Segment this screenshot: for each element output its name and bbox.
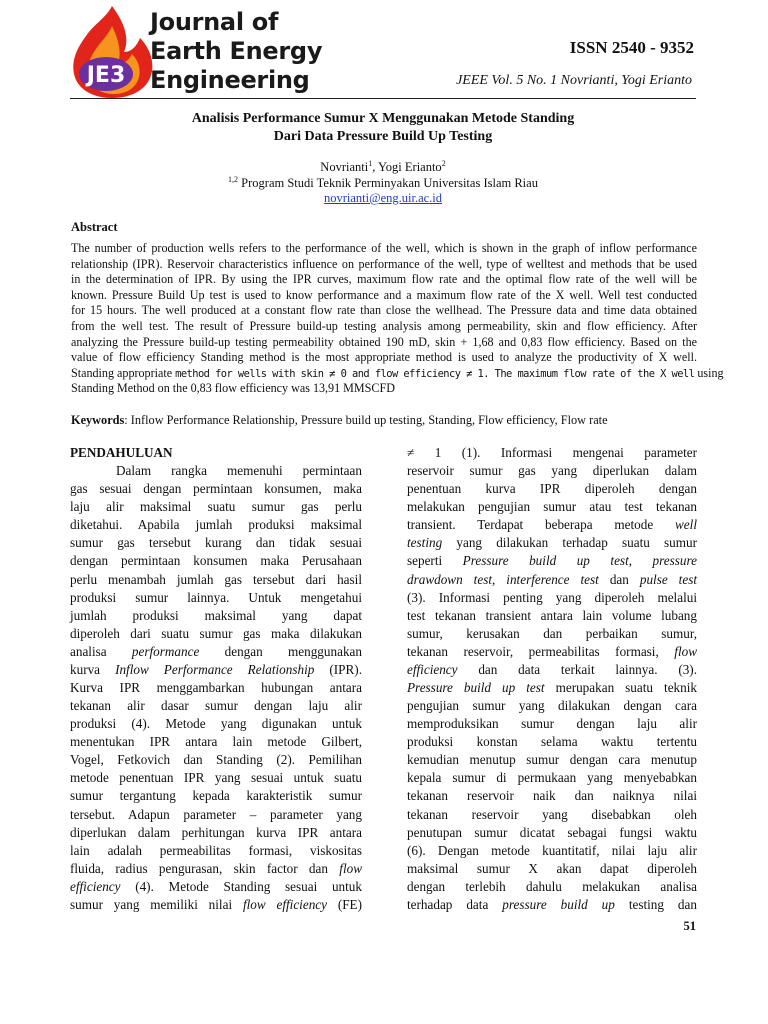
affiliation: [70, 175, 696, 191]
body-line: pengujian sumur yang dilakukan dengan cara: [407, 698, 697, 714]
italic-fragment: testing: [407, 535, 443, 551]
text-fragment: merupakan suatu teknik: [544, 680, 697, 696]
volume-line: JEEE Vol. 5 No. 1 Novrianti, Yogi Erianto: [456, 73, 692, 88]
body-line: menentukan IPR antara lain metode Gilbert,: [70, 734, 362, 750]
body-line: tersebut. Adapun parameter – parameter yang: [70, 806, 362, 822]
author-separator: ,: [372, 160, 379, 175]
body-line: kemudian menutup sumur dengan cara menutup: [407, 752, 697, 768]
body-line: melakukan pengujian sumur atau test tekanan: [407, 499, 697, 515]
paper-title-line-2: Dari Data Pressure Build Up Testing: [273, 129, 493, 144]
body-line: perlu menambah jumlah gas tersebut dari hasil: [70, 571, 362, 587]
abstract-mono-fragment: method for wells with skin ≠ 0 and flow efficiency ≠ 1. The maximum flow rate of the X well: [175, 367, 695, 380]
abstract-line: Standing Method on the 0,83 flow efficiency was 13,91 MMSCFD: [71, 381, 395, 396]
abstract-body: [71, 241, 724, 397]
italic-fragment: efficiency: [407, 661, 458, 677]
body-line: diperoleh dari suatu sumur gas maka dilakukan: [70, 625, 362, 641]
text-fragment: (4). Metode Standing sesuai untuk: [120, 878, 362, 894]
journal-name-line-3: Engineering: [150, 66, 310, 94]
italic-fragment: pressure build up: [502, 896, 615, 912]
italic-fragment: Pressure build up test: [462, 553, 629, 569]
body-line: sumur gas tersebut kurang dan tidak sesuai: [70, 535, 362, 551]
email-line: [70, 191, 696, 206]
body-line: Dalam rangka memenuhi permintaan: [116, 463, 362, 479]
italic-fragment: flow: [339, 860, 362, 876]
body-line: metode penentuan IPR yang sesuai untuk suatu: [70, 770, 362, 786]
body-line: sumur, kerusakan dan perbaikan sumur,: [407, 625, 697, 641]
body-line: (3). Informasi penting yang diperoleh melalui: [407, 589, 697, 605]
text-fragment: dan data terkait lainnya. (3).: [457, 661, 697, 677]
body-line: test tekanan transient antara lain volume lubang: [407, 607, 697, 623]
text-fragment: sumur yang memiliki nilai: [70, 896, 243, 912]
text-fragment: kurva: [70, 661, 116, 677]
journal-name: [150, 8, 330, 95]
issn: ISSN 2540 - 9352: [569, 38, 694, 57]
page-number: 51: [683, 919, 696, 933]
text-fragment: ,: [628, 553, 653, 569]
abstract-line: for 15 hours. The well produced at a constant flow rate than close the wellhead. The Pressure data and time data obtained: [71, 303, 697, 318]
journal-logo: [66, 4, 158, 100]
body-line: [70, 860, 362, 878]
text-fragment: fluida, radius pengurasan, skin factor dan: [70, 860, 340, 876]
body-line: memproduksikan sumur dengan laju alir: [407, 716, 697, 732]
text-fragment: seperti: [407, 553, 463, 569]
italic-fragment: Pressure build up test: [407, 680, 545, 696]
body-line: (6). Dengan metode kuantitatif, nilai laju alir: [407, 842, 697, 858]
italic-fragment: flow: [674, 643, 697, 659]
authors: [70, 159, 696, 175]
body-line: ≠ 1 (1). Informasi mengenai parameter: [407, 445, 697, 460]
body-line: [70, 896, 362, 914]
body-line: [407, 643, 697, 661]
abstract-line: value of flow efficiency Standing method is the most appropriate method is used to analyze the productivity of X well.: [71, 350, 697, 365]
affiliation-text: Program Studi Teknik Perminyakan Universitas Islam Riau: [238, 176, 538, 191]
abstract-line: in the determination of IPR. By using the IPR curves, maximum flow rate and the optimal flow rate of the well will be: [71, 272, 697, 287]
body-line: [407, 661, 697, 679]
text-fragment: yang dilakukan terhadap suatu sumur: [442, 535, 697, 551]
italic-fragment: pressure: [652, 553, 697, 569]
text-fragment: dan: [598, 571, 640, 587]
logo-text: JE3: [86, 63, 126, 88]
body-line: [407, 516, 697, 534]
text-fragment: (IPR).: [314, 661, 362, 677]
body-line: jumlah produksi maksimal yang dapat: [70, 607, 362, 623]
body-line: penentuan kurva IPR diperoleh dengan: [407, 481, 697, 497]
body-line: [407, 571, 697, 589]
paper-title-line-1: Analisis Performance Sumur X Menggunakan Metode Standing: [191, 111, 575, 126]
header-divider: [70, 98, 696, 99]
author-2-sup: 2: [441, 159, 446, 168]
flame-logo-icon: [66, 4, 158, 100]
body-line: [407, 534, 697, 552]
text-fragment: analisa: [70, 643, 132, 659]
body-line: [70, 878, 362, 896]
body-line: penutupan sumur dicatat sebagai fungsi waktu: [407, 824, 697, 840]
body-line: tekanan reservoir yang disebabkan oleh: [407, 806, 697, 822]
italic-fragment: performance: [131, 643, 200, 659]
text-fragment: ,: [492, 571, 507, 587]
body-line: kepala sumur di permukaan yang menyebabkan: [407, 770, 697, 786]
body-line: [407, 896, 697, 914]
abstract-line: relationship (IPR). Reservoir characteristics influence on performance of the well, type of welltest and methods that be used: [71, 256, 697, 271]
text-fragment: testing dan: [614, 896, 697, 912]
author-2: Yogi Erianto: [378, 160, 442, 175]
body-line: tekanan reservoir naik dan naiknya nilai: [407, 788, 697, 804]
body-line: produksi konstan selama waktu tertentu: [407, 734, 697, 750]
body-line: [407, 552, 697, 570]
body-line: diperlukan dalam perhitungan kurva IPR antara: [70, 824, 362, 840]
affiliation-sup: 1,2: [228, 175, 239, 184]
body-line: produksi sumur lainnya. Untuk mengetahui: [70, 589, 362, 605]
body-line: sumur tergantung kepada karakteristik sumur: [70, 788, 362, 804]
author-1: Novrianti: [320, 160, 369, 175]
abstract-line: [71, 365, 724, 382]
email-link[interactable]: novrianti@eng.uir.ac.id: [323, 191, 443, 205]
body-line: diketahui. Apabila jumlah produksi maksimal: [70, 517, 362, 533]
body-line: dengan permintaan konsumen maka Perusahaan: [70, 553, 362, 569]
abstract-fragment: Standing appropriate: [71, 365, 176, 380]
abstract-heading: Abstract: [71, 220, 118, 234]
text-fragment: (FE): [327, 896, 362, 912]
body-line: [407, 679, 697, 697]
text-fragment: transient. Terdapat beberapa metode: [407, 517, 676, 533]
abstract-line: known. Pressure Build Up test is used to know performance and a maximum flow rate of the X well. Well test conducted: [71, 287, 697, 302]
body-line: reservoir sumur gas yang diperlukan dalam: [407, 463, 697, 479]
abstract-line: analyzing the Pressure build-up testing permeability obtained 190 mD, skin + 1,68 and 0,83 flow efficiency. Based on the: [71, 334, 697, 349]
body-line: tekanan alir dasar sumur dengan laju alir: [70, 698, 362, 714]
keywords-text: : Inflow Performance Relationship, Pressure build up testing, Standing, Flow efficiency, Flow rate: [124, 413, 608, 427]
body-line: laju alir maksimal suatu sumur gas perlu: [70, 499, 362, 515]
abstract-line: The number of production wells refers to the performance of the well, which is shown in the graph of inflow performance: [71, 241, 697, 255]
abstract-fragment: using: [694, 365, 724, 380]
italic-fragment: well: [675, 517, 697, 533]
left-column: [70, 444, 362, 914]
body-line: Kurva IPR menggambarkan hubungan antara: [70, 680, 362, 696]
right-column: [407, 444, 697, 914]
keywords-label: Keywords: [71, 413, 125, 427]
author-1-sup: 1: [368, 159, 373, 168]
journal-name-line-1: Journal of: [150, 8, 279, 36]
body-line: produksi (4). Metode yang digunakan untuk: [70, 716, 362, 732]
body-line: maksimal sumur X akan dapat diperoleh: [407, 860, 697, 876]
body-line: Vogel, Fetkovich dan Standing (2). Pemilihan: [70, 752, 362, 768]
body-line: gas sesuai dengan permintaan konsumen, maka: [70, 481, 362, 497]
section-heading: PENDAHULUAN: [70, 445, 173, 460]
italic-fragment: flow efficiency: [242, 896, 327, 912]
body-line: dengan terlebih dahulu melakukan analisa: [407, 878, 697, 894]
italic-fragment: pulse test: [639, 571, 697, 587]
body-line: lain adalah permeabilitas formasi, viskositas: [70, 842, 362, 858]
body-line: [70, 643, 362, 661]
italic-fragment: efficiency: [70, 878, 121, 894]
text-fragment: dengan menggunakan: [199, 643, 362, 659]
italic-fragment: drawdown test: [407, 571, 492, 587]
journal-name-line-2: Earth Energy: [150, 37, 323, 65]
abstract-line: from the well test. The result of Pressure build-up testing analysis among permeability, skin and flow efficiency. After: [71, 318, 697, 333]
keywords: [71, 413, 697, 428]
body-line: [70, 661, 362, 679]
italic-fragment: Inflow Performance Relationship: [115, 661, 315, 677]
text-fragment: terhadap data: [407, 896, 503, 912]
text-fragment: tekanan reservoir, permeabilitas formasi,: [407, 643, 675, 659]
italic-fragment: interference test: [506, 571, 599, 587]
